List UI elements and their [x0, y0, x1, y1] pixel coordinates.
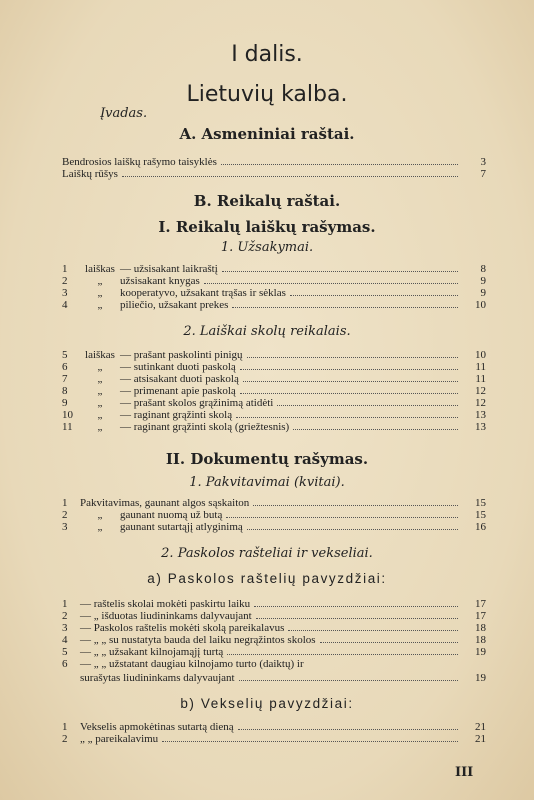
toc-entry-text: užsisakant knygas: [120, 275, 200, 287]
toc-row: [62, 721, 486, 733]
group-a-heading: a) Paskolos raštelių pavyzdžiai:: [147, 571, 387, 586]
toc-entry-number: 5: [62, 646, 68, 658]
toc-entry-number: 2: [62, 733, 68, 745]
toc-page-number: 21: [475, 721, 486, 733]
toc-entry-number: 1: [62, 497, 68, 509]
toc-entry-number: 1: [62, 263, 68, 275]
toc-entry-text: „ „ pareikalavimu: [80, 733, 159, 745]
toc-row: [62, 521, 486, 533]
chapter-ii-heading: II. Dokumentų rašymas.: [165, 450, 369, 468]
subsection-debts-heading: 2. Laiškai skolų reikalais.: [183, 324, 351, 339]
toc-entry-ditto: laiškas: [85, 263, 115, 275]
toc-entry-text: Bendrosios laiškų rašymo taisyklės: [62, 156, 217, 168]
toc-entry-text: — raginant grąžinti skolą: [120, 409, 233, 421]
toc-page-number: 17: [475, 598, 486, 610]
part-heading: I dalis.: [231, 42, 303, 67]
toc-entry-number: 2: [62, 509, 68, 521]
toc-entry-number: 11: [62, 421, 73, 433]
toc-entry-text: piliečio, užsakant prekes: [120, 299, 229, 311]
toc-entry-number: 5: [62, 349, 68, 361]
toc-row: [62, 385, 486, 397]
toc-entry-number: 4: [62, 299, 68, 311]
toc-entry-ditto: „: [97, 373, 103, 385]
toc-page-number: 19: [475, 646, 486, 658]
toc-row: [62, 156, 486, 168]
toc-page-number: 13: [475, 421, 486, 433]
toc-row: [62, 397, 486, 409]
toc-row: [62, 610, 486, 622]
toc-entry-number: 6: [62, 658, 68, 670]
toc-page-number: 12: [475, 397, 486, 409]
toc-row: [62, 421, 486, 433]
toc-row: [62, 287, 486, 299]
toc-entry-text: Vekselis apmokėtinas sutartą dieną: [80, 721, 234, 733]
toc-entry-text: — „ išduotas liudininkams dalyvaujant: [80, 610, 252, 622]
toc-page-number: 13: [475, 409, 486, 421]
toc-page-number: 10: [475, 299, 486, 311]
toc-row: [62, 672, 486, 684]
toc-page-number: 12: [475, 385, 486, 397]
toc-entry-ditto: „: [97, 409, 103, 421]
chapter-i-heading: I. Reikalų laiškų rašymas.: [158, 218, 376, 236]
page-number: III: [455, 765, 474, 780]
toc-entry-number: 8: [62, 385, 68, 397]
toc-entry-number: 1: [62, 721, 68, 733]
toc-page-number: 10: [475, 349, 486, 361]
toc-entry-number: 2: [62, 275, 68, 287]
toc-row: [62, 349, 486, 361]
toc-page-number: 8: [480, 263, 486, 275]
toc-page-number: 16: [475, 521, 486, 533]
toc-entry-ditto: „: [97, 299, 103, 311]
toc-row: [62, 646, 486, 658]
section-b-heading: B. Reikalų raštai.: [193, 192, 341, 210]
toc-entry-text: — „ „ užsakant kilnojamąjį turtą: [80, 646, 224, 658]
toc-entry-ditto: „: [97, 287, 103, 299]
toc-entry-text: — atsisakant duoti paskolą: [120, 373, 239, 385]
toc-entry-number: 3: [62, 287, 68, 299]
toc-page-number: 9: [480, 275, 486, 287]
toc-entry-text: — Paskolos raštelis mokėti skolą pareikalavus: [80, 622, 285, 634]
toc-entry-ditto: „: [97, 397, 103, 409]
toc-entry-number: 4: [62, 634, 68, 646]
toc-page-number: 15: [475, 497, 486, 509]
toc-page-number: 17: [475, 610, 486, 622]
toc-entry-number: 10: [62, 409, 73, 421]
subsection-receipts-heading: 1. Pakvitavimai (kvitai).: [189, 475, 345, 490]
toc-entry-number: 9: [62, 397, 68, 409]
toc-row: [62, 299, 486, 311]
toc-entry-text: Pakvitavimas, gaunant algos sąskaiton: [80, 497, 250, 509]
toc-entry-number: 6: [62, 361, 68, 373]
toc-entry-text: — raginant grąžinti skolą (griežtesnis): [120, 421, 290, 433]
toc-entry-ditto: laiškas: [85, 349, 115, 361]
toc-page-number: 7: [480, 168, 486, 180]
toc-entry-number: 3: [62, 521, 68, 533]
toc-page-number: 15: [475, 509, 486, 521]
subsection-orders-heading: 1. Užsakymai.: [220, 240, 314, 255]
subject-heading: Lietuvių kalba.: [186, 82, 348, 107]
toc-row: [62, 275, 486, 287]
toc-entry-text: surašytas liudininkams dalyvaujant: [80, 672, 235, 684]
toc-row: [62, 409, 486, 421]
toc-row: [62, 598, 486, 610]
toc-page-number: 18: [475, 622, 486, 634]
toc-entry-text: kooperatyvo, užsakant trąšas ir sėklas: [120, 287, 286, 299]
toc-page-number: 19: [475, 672, 486, 684]
toc-page-number: 11: [475, 361, 486, 373]
toc-row: [62, 733, 486, 745]
toc-row: [62, 361, 486, 373]
toc-page-number: 21: [475, 733, 486, 745]
toc-row: [62, 373, 486, 385]
toc-entry-ditto: „: [97, 275, 103, 287]
toc-row: [62, 168, 486, 180]
toc-entry-ditto: „: [97, 385, 103, 397]
toc-row: [62, 509, 486, 521]
toc-entry-text: — prašant skolos grąžinimą atidėti: [120, 397, 274, 409]
toc-entry-text: — sutinkant duoti paskolą: [120, 361, 236, 373]
toc-row: [62, 263, 486, 275]
intro-label: Įvadas.: [100, 106, 148, 121]
group-b-heading: b) Vekselių pavyzdžiai:: [180, 696, 354, 711]
toc-row: [62, 497, 486, 509]
toc-entry-text: — raštelis skolai mokėti paskirtu laiku: [80, 598, 251, 610]
toc-entry-ditto: „: [97, 421, 103, 433]
toc-entry-text: — primenant apie paskolą: [120, 385, 236, 397]
toc-entry-text: gaunant sutartąjį atlyginimą: [120, 521, 243, 533]
toc-entry-text: — užsisakant laikraštį: [120, 263, 218, 275]
toc-page-number: 18: [475, 634, 486, 646]
toc-entry-number: 3: [62, 622, 68, 634]
toc-page-number: 11: [475, 373, 486, 385]
toc-entry-number: 7: [62, 373, 68, 385]
toc-entry-ditto: „: [97, 361, 103, 373]
toc-page-number: 9: [480, 287, 486, 299]
toc-page-number: 3: [480, 156, 486, 168]
toc-row: [62, 634, 486, 646]
toc-entry-ditto: „: [97, 509, 103, 521]
subsection-notes-heading: 2. Paskolos rašteliai ir vekseliai.: [161, 546, 373, 561]
section-a-heading: A. Asmeniniai raštai.: [179, 125, 355, 143]
toc-entry-ditto: „: [97, 521, 103, 533]
toc-entry-text: — prašant paskolinti pinigų: [120, 349, 243, 361]
toc-entry-text: — „ „ su nustatyta bauda del laiku negrąžintos skolos: [80, 634, 316, 646]
toc-entry-text: gaunant nuomą už butą: [120, 509, 223, 521]
toc-entry-number: 1: [62, 598, 68, 610]
toc-row: [62, 658, 486, 670]
toc-entry-text: Laiškų rūšys: [62, 168, 118, 180]
toc-row: [62, 622, 486, 634]
toc-entry-text: — „ „ užstatant daugiau kilnojamo turto (daiktų) ir: [80, 658, 304, 670]
toc-entry-number: 2: [62, 610, 68, 622]
